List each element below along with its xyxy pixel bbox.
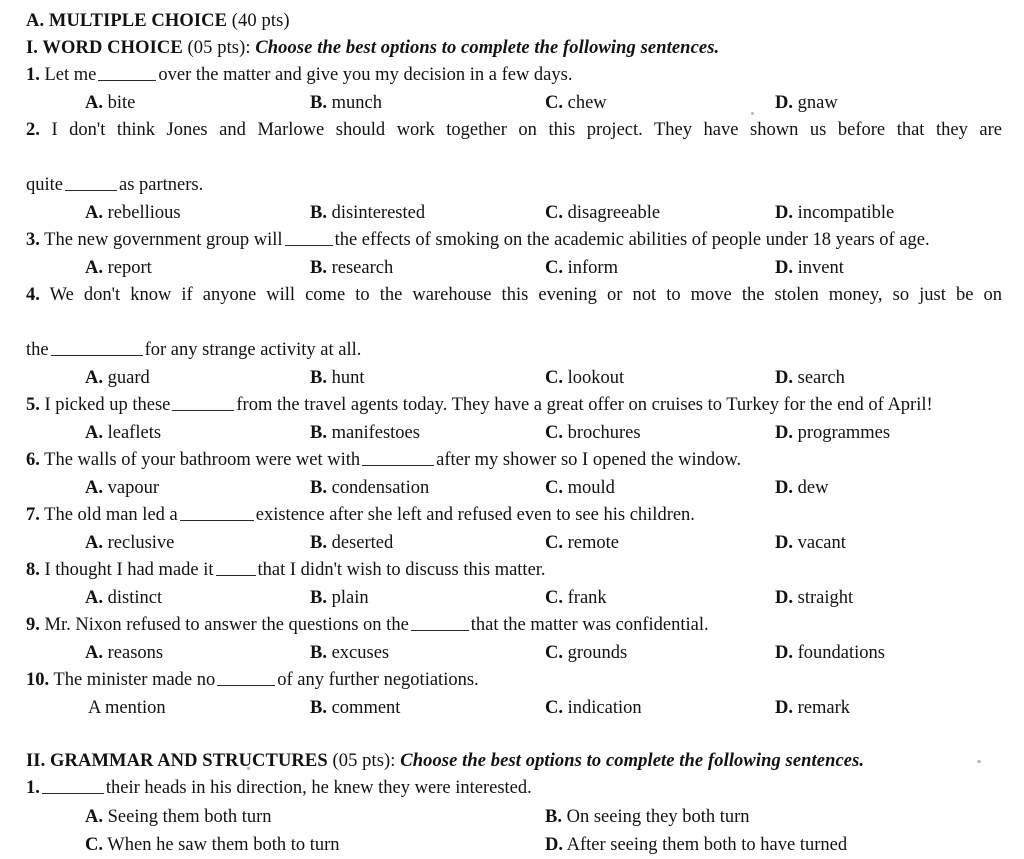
question-number-4: 4. bbox=[26, 285, 40, 305]
option-letter: A. bbox=[85, 92, 103, 113]
option-8-a[interactable] bbox=[85, 585, 162, 613]
option-text: After seeing them both to have turned bbox=[566, 834, 848, 855]
option-text: frank bbox=[567, 587, 607, 608]
question-number-1: 1. bbox=[26, 65, 40, 85]
option-text: gnaw bbox=[797, 92, 838, 113]
option-text: reclusive bbox=[107, 532, 175, 553]
option-text: plain bbox=[331, 587, 369, 608]
document-content bbox=[26, 8, 1002, 859]
option-text: chew bbox=[567, 92, 607, 113]
option-text: inform bbox=[567, 257, 618, 278]
option-letter: C. bbox=[545, 202, 563, 223]
answer-blank-5[interactable] bbox=[172, 393, 234, 411]
question-text-7-before: The old man led a bbox=[44, 505, 178, 525]
option-5-b[interactable] bbox=[310, 420, 420, 448]
option-1-c[interactable] bbox=[545, 90, 607, 118]
option-text: rebellious bbox=[107, 202, 181, 223]
option-text: remark bbox=[797, 697, 851, 718]
question-stem-4-line2 bbox=[26, 337, 1002, 365]
option-text: report bbox=[107, 257, 152, 278]
question-text-4-after: for any strange activity at all. bbox=[144, 340, 362, 360]
option-text: deserted bbox=[331, 532, 394, 553]
option-text: reasons bbox=[107, 642, 164, 663]
option-text: remote bbox=[567, 532, 619, 553]
option-2-c[interactable] bbox=[545, 200, 660, 228]
part-i-title: I. WORD CHOICE bbox=[26, 38, 183, 58]
option-text: distinct bbox=[107, 587, 163, 608]
section-a-points: (40 pts) bbox=[231, 11, 290, 31]
option-letter: B. bbox=[310, 642, 327, 663]
option-10-b[interactable] bbox=[310, 695, 400, 723]
question-stem-5 bbox=[26, 392, 1002, 420]
question-text-2-line1: I don't think Jones and Marlowe should work together on this project. They have shown us before that they are bbox=[51, 120, 1002, 140]
question-stem-9 bbox=[26, 612, 1002, 640]
option-text: vapour bbox=[107, 477, 159, 498]
option-text: On seeing they both turn bbox=[566, 806, 750, 827]
option-letter: B. bbox=[310, 697, 327, 718]
answer-blank-3[interactable] bbox=[285, 228, 333, 246]
option-5-c[interactable] bbox=[545, 420, 641, 448]
question-stem-1 bbox=[26, 62, 1002, 90]
option-4-d[interactable] bbox=[775, 365, 845, 393]
option-text: mention bbox=[104, 697, 166, 718]
options-row-ii-1-top bbox=[26, 803, 1002, 831]
option-6-b[interactable] bbox=[310, 475, 429, 503]
option-letter: D. bbox=[775, 367, 793, 388]
question-text-10-before: The minister made no bbox=[53, 670, 216, 690]
question-text-6-after: after my shower so I opened the window. bbox=[436, 450, 742, 470]
option-10-a[interactable] bbox=[88, 695, 166, 723]
answer-blank-10[interactable] bbox=[217, 668, 275, 686]
part-ii-instruction: Choose the best options to complete the following sentences. bbox=[400, 751, 865, 771]
option-letter: D. bbox=[775, 477, 793, 498]
option-text: brochures bbox=[567, 422, 641, 443]
option-letter: D. bbox=[775, 642, 793, 663]
option-letter: C. bbox=[545, 257, 563, 278]
option-letter: C. bbox=[545, 92, 563, 113]
option-text: foundations bbox=[797, 642, 885, 663]
options-row-6 bbox=[26, 475, 1002, 503]
option-letter: D. bbox=[775, 532, 793, 553]
option-7-c[interactable] bbox=[545, 530, 619, 558]
option-10-d[interactable] bbox=[775, 695, 850, 723]
answer-blank-2[interactable] bbox=[65, 173, 117, 191]
question-stem-6 bbox=[26, 447, 1002, 475]
option-ii-1-a[interactable] bbox=[85, 803, 272, 831]
part-ii-points: (05 pts): bbox=[332, 751, 396, 771]
question-text-ii-1-after: their heads in his direction, he knew they were interested. bbox=[105, 778, 532, 798]
option-text: straight bbox=[797, 587, 854, 608]
option-9-d[interactable] bbox=[775, 640, 885, 668]
option-letter: C. bbox=[545, 587, 563, 608]
answer-blank-9[interactable] bbox=[411, 613, 469, 631]
option-5-d[interactable] bbox=[775, 420, 890, 448]
question-text-3-before: The new government group will bbox=[44, 230, 283, 250]
option-letter: A. bbox=[85, 806, 103, 827]
option-letter: A. bbox=[85, 257, 103, 278]
question-text-2-after: as partners. bbox=[119, 175, 204, 195]
option-letter: B. bbox=[310, 477, 327, 498]
option-9-c[interactable] bbox=[545, 640, 627, 668]
question-number-3: 3. bbox=[26, 230, 40, 250]
options-row-4 bbox=[26, 365, 1002, 393]
option-4-c[interactable] bbox=[545, 365, 624, 393]
option-text: vacant bbox=[797, 532, 846, 553]
option-letter: A. bbox=[85, 422, 103, 443]
question-stem-7 bbox=[26, 502, 1002, 530]
option-letter: C. bbox=[545, 642, 563, 663]
option-text: When he saw them both to turn bbox=[107, 834, 340, 855]
options-row-8 bbox=[26, 585, 1002, 613]
question-stem-2-line1 bbox=[26, 117, 1002, 172]
question-number-6: 6. bbox=[26, 450, 40, 470]
option-6-a[interactable] bbox=[85, 475, 159, 503]
option-text: search bbox=[797, 367, 845, 388]
option-text: leaflets bbox=[107, 422, 162, 443]
option-letter: C. bbox=[545, 367, 563, 388]
option-letter: D. bbox=[545, 834, 563, 855]
option-text: comment bbox=[331, 697, 401, 718]
question-stem-2-line2 bbox=[26, 172, 1002, 200]
option-text: guard bbox=[107, 367, 150, 388]
option-ii-1-b[interactable] bbox=[545, 803, 750, 831]
option-letter: B. bbox=[310, 367, 327, 388]
option-letter: B. bbox=[310, 587, 327, 608]
option-2-b[interactable] bbox=[310, 200, 425, 228]
section-a-heading bbox=[26, 8, 1002, 35]
part-i-instruction: Choose the best options to complete the following sentences. bbox=[255, 38, 720, 58]
option-4-a[interactable] bbox=[85, 365, 150, 393]
option-letter: B. bbox=[310, 92, 327, 113]
options-row-7 bbox=[26, 530, 1002, 558]
option-1-d[interactable] bbox=[775, 90, 838, 118]
options-row-5 bbox=[26, 420, 1002, 448]
option-text: condensation bbox=[331, 477, 430, 498]
option-letter: A. bbox=[85, 367, 103, 388]
options-row-10 bbox=[26, 695, 1002, 723]
question-text-6-before: The walls of your bathroom were wet with bbox=[44, 450, 361, 470]
question-text-5-after: from the travel agents today. They have a great offer on cruises to Turkey for the end of April! bbox=[236, 395, 933, 415]
option-text: incompatible bbox=[797, 202, 895, 223]
question-number-9: 9. bbox=[26, 615, 40, 635]
answer-blank-6[interactable] bbox=[362, 448, 434, 466]
question-stem-4-line1 bbox=[26, 282, 1002, 337]
question-number-5: 5. bbox=[26, 395, 40, 415]
answer-blank-8[interactable] bbox=[216, 558, 256, 576]
option-8-b[interactable] bbox=[310, 585, 369, 613]
option-letter: C. bbox=[85, 834, 103, 855]
option-letter: D. bbox=[775, 422, 793, 443]
option-9-b[interactable] bbox=[310, 640, 389, 668]
question-number-10: 10. bbox=[26, 670, 50, 690]
option-8-c[interactable] bbox=[545, 585, 607, 613]
question-number-2: 2. bbox=[26, 120, 40, 140]
question-text-4-before: the bbox=[26, 340, 49, 360]
option-3-b[interactable] bbox=[310, 255, 393, 283]
question-number-8: 8. bbox=[26, 560, 40, 580]
option-text: bite bbox=[107, 92, 136, 113]
options-row-ii-1-bottom bbox=[26, 831, 1002, 859]
part-ii-title: II. GRAMMAR AND STRUCTURES bbox=[26, 751, 328, 771]
question-text-8-before: I thought I had made it bbox=[44, 560, 214, 580]
option-letter: A. bbox=[85, 477, 103, 498]
question-text-2-before: quite bbox=[26, 175, 63, 195]
question-text-3-after: the effects of smoking on the academic abilities of people under 18 years of age. bbox=[334, 230, 930, 250]
option-6-d[interactable] bbox=[775, 475, 828, 503]
question-stem-3 bbox=[26, 227, 1002, 255]
option-text: grounds bbox=[567, 642, 628, 663]
question-text-9-before: Mr. Nixon refused to answer the questions on the bbox=[44, 615, 409, 635]
part-i-points: (05 pts): bbox=[187, 38, 251, 58]
option-letter: D. bbox=[775, 697, 793, 718]
option-ii-1-d[interactable] bbox=[545, 831, 847, 859]
question-stem-10 bbox=[26, 667, 1002, 695]
answer-blank-1[interactable] bbox=[98, 63, 156, 81]
option-ii-1-c[interactable] bbox=[85, 831, 340, 859]
part-i-heading bbox=[26, 35, 1002, 62]
option-letter: C. bbox=[545, 422, 563, 443]
option-text: disinterested bbox=[331, 202, 426, 223]
option-4-b[interactable] bbox=[310, 365, 364, 393]
option-text: mould bbox=[567, 477, 615, 498]
option-3-a[interactable] bbox=[85, 255, 152, 283]
option-letter: A. bbox=[85, 532, 103, 553]
question-text-10-after: of any further negotiations. bbox=[277, 670, 479, 690]
option-text: invent bbox=[797, 257, 844, 278]
option-6-c[interactable] bbox=[545, 475, 615, 503]
option-letter: C. bbox=[545, 697, 563, 718]
part-ii-heading bbox=[26, 748, 1002, 775]
option-letter: B. bbox=[545, 806, 562, 827]
option-letter: B. bbox=[310, 202, 327, 223]
option-1-a[interactable] bbox=[85, 90, 135, 118]
option-letter: C. bbox=[545, 477, 563, 498]
question-text-8-after: that I didn't wish to discuss this matter. bbox=[257, 560, 546, 580]
option-5-a[interactable] bbox=[85, 420, 161, 448]
question-text-1-after: over the matter and give you my decision in a few days. bbox=[158, 65, 573, 85]
option-7-a[interactable] bbox=[85, 530, 174, 558]
option-10-c[interactable] bbox=[545, 695, 642, 723]
option-text: hunt bbox=[331, 367, 365, 388]
option-text: manifestoes bbox=[331, 422, 420, 443]
option-2-d[interactable] bbox=[775, 200, 894, 228]
option-text: Seeing them both turn bbox=[107, 806, 272, 827]
option-9-a[interactable] bbox=[85, 640, 163, 668]
option-text: programmes bbox=[797, 422, 891, 443]
option-text: indication bbox=[567, 697, 642, 718]
option-text: research bbox=[331, 257, 394, 278]
section-a-title: A. MULTIPLE CHOICE bbox=[26, 11, 228, 31]
question-stem-8 bbox=[26, 557, 1002, 585]
option-letter: B. bbox=[310, 422, 327, 443]
option-letter: D. bbox=[775, 257, 793, 278]
option-letter: A bbox=[88, 697, 101, 718]
options-row-3 bbox=[26, 255, 1002, 283]
option-letter: D. bbox=[775, 92, 793, 113]
option-7-d[interactable] bbox=[775, 530, 846, 558]
answer-blank-4[interactable] bbox=[51, 338, 143, 356]
option-text: dew bbox=[797, 477, 829, 498]
question-number-ii-1: 1. bbox=[26, 778, 40, 798]
option-text: disagreeable bbox=[567, 202, 661, 223]
option-letter: D. bbox=[775, 202, 793, 223]
option-text: excuses bbox=[331, 642, 390, 663]
option-letter: A. bbox=[85, 202, 103, 223]
option-8-d[interactable] bbox=[775, 585, 853, 613]
question-stem-ii-1 bbox=[26, 775, 1002, 803]
answer-blank-7[interactable] bbox=[180, 503, 254, 521]
options-row-1 bbox=[26, 90, 1002, 118]
option-letter: C. bbox=[545, 532, 563, 553]
question-text-7-after: existence after she left and refused even to see his children. bbox=[255, 505, 695, 525]
option-letter: D. bbox=[775, 587, 793, 608]
option-text: lookout bbox=[567, 367, 625, 388]
option-text: munch bbox=[331, 92, 382, 113]
question-text-1-before: Let me bbox=[44, 65, 97, 85]
option-letter: B. bbox=[310, 532, 327, 553]
question-text-9-after: that the matter was confidential. bbox=[470, 615, 709, 635]
question-text-5-before: I picked up these bbox=[44, 395, 171, 415]
option-7-b[interactable] bbox=[310, 530, 393, 558]
option-2-a[interactable] bbox=[85, 200, 181, 228]
option-3-c[interactable] bbox=[545, 255, 618, 283]
question-text-4-line1: We don't know if anyone will come to the warehouse this evening or not to move the stolen money, so just be on bbox=[49, 285, 1002, 305]
section-spacer bbox=[26, 722, 1002, 748]
option-1-b[interactable] bbox=[310, 90, 382, 118]
options-row-2 bbox=[26, 200, 1002, 228]
option-letter: A. bbox=[85, 642, 103, 663]
option-3-d[interactable] bbox=[775, 255, 844, 283]
option-letter: B. bbox=[310, 257, 327, 278]
option-letter: A. bbox=[85, 587, 103, 608]
question-number-7: 7. bbox=[26, 505, 40, 525]
options-row-9 bbox=[26, 640, 1002, 668]
answer-blank-ii-1[interactable] bbox=[42, 776, 104, 794]
